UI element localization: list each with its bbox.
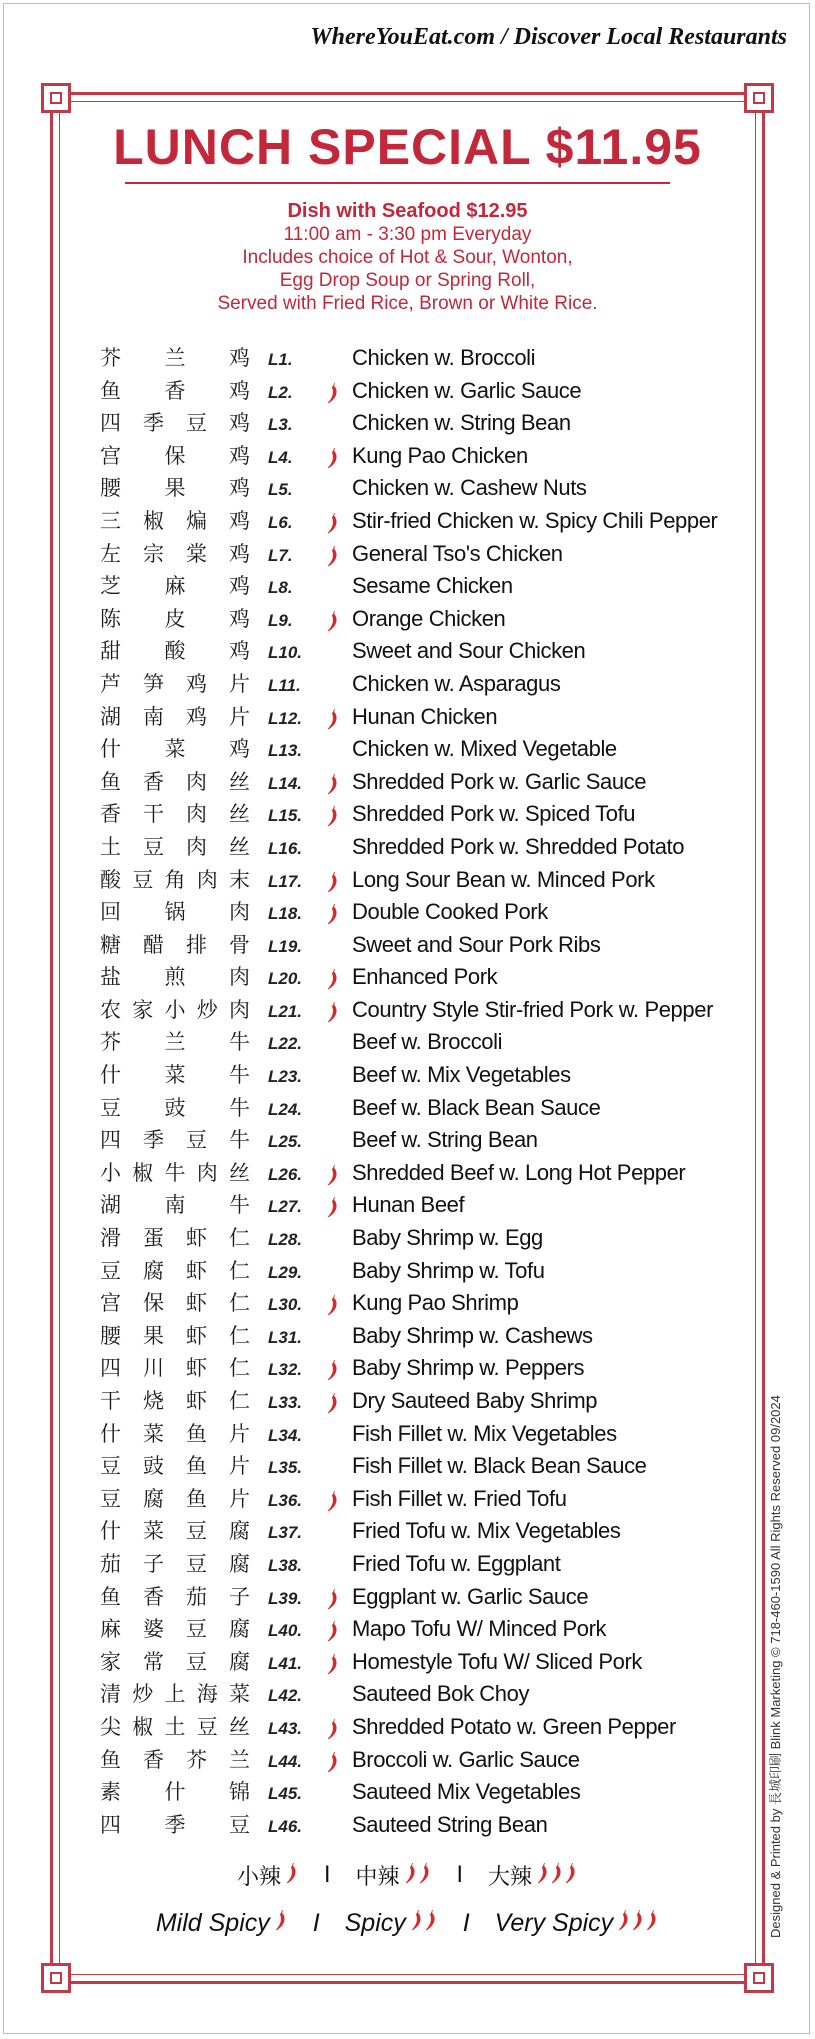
menu-item: [100, 1549, 740, 1582]
pepper-icon: [285, 1862, 299, 1890]
item-code: L1.: [268, 350, 293, 369]
item-english-name: Enhanced Pork: [352, 964, 498, 990]
menu-item: [100, 995, 740, 1028]
item-code: L14.: [268, 773, 303, 793]
item-english-name: Shredded Potato w. Green Pepper: [352, 1713, 676, 1739]
menu-item: [100, 1451, 740, 1484]
item-code: L25.: [268, 1132, 303, 1152]
menu-item: [100, 441, 740, 474]
pepper-icon: [326, 447, 346, 469]
item-english-name: Dry Sauteed Baby Shrimp: [352, 1388, 598, 1413]
item-code: L13.: [268, 741, 303, 761]
item-english-name: Chicken w. Cashew Nuts: [352, 475, 587, 501]
menu-item: [100, 1516, 740, 1549]
menu-item: [100, 832, 740, 865]
menu-item: [100, 604, 740, 637]
item-code: L45.: [268, 1784, 303, 1804]
pepper-icon: [326, 382, 346, 404]
corner-ornament: [744, 83, 774, 113]
pepper-icon: [326, 1620, 346, 1642]
site-header[interactable]: WhereYouEat.com / Discover Local Restaurants: [310, 24, 787, 50]
item-code: L44.: [268, 1751, 303, 1771]
item-code: L7.: [268, 545, 293, 565]
item-english-name: Beef w. Broccoli: [352, 1029, 503, 1055]
menu-item: [100, 1288, 740, 1321]
item-chinese-name: 豆 腐 虾 仁: [100, 1258, 250, 1283]
item-chinese-name: 香 干 肉 丝: [100, 802, 250, 827]
item-code: L37.: [268, 1523, 303, 1543]
item-english-name: Beef w. Black Bean Sauce: [352, 1094, 601, 1120]
item-chinese-name: 回 锅 肉: [100, 900, 250, 925]
menu-item: [100, 1353, 740, 1386]
corner-ornament: [41, 1963, 71, 1993]
item-chinese-name: 三 椒 煸 鸡: [100, 508, 250, 533]
legend-cn-mild: 小辣: [236, 1865, 281, 1890]
title-divider: [125, 182, 670, 184]
item-english-name: Mapo Tofu W/ Minced Pork: [352, 1616, 607, 1642]
menu-item-list: [100, 343, 740, 1842]
legend-en-very: Very Spicy: [494, 1908, 614, 1937]
legend-separator: I: [312, 1908, 320, 1937]
menu-item: [100, 1158, 740, 1191]
pepper-icon: [326, 512, 346, 534]
item-code: L17.: [268, 871, 303, 891]
item-chinese-name: 芦 笋 鸡 片: [100, 671, 250, 696]
item-code: L4.: [268, 447, 293, 467]
menu-item: [100, 1679, 740, 1712]
pepper-icon: [326, 1653, 346, 1675]
menu-item: [100, 1745, 740, 1778]
item-code: L39.: [268, 1588, 303, 1608]
item-english-name: Sesame Chicken: [352, 573, 513, 599]
menu-item: [100, 1223, 740, 1256]
seafood-price: Dish with Seafood $12.95: [287, 200, 528, 222]
pepper-icon: [536, 1862, 578, 1890]
legend-cn-very: 大辣: [488, 1865, 533, 1890]
item-chinese-name: 芥 兰 鸡: [100, 346, 250, 370]
item-code: L10.: [268, 643, 303, 663]
pepper-icon: [410, 1909, 438, 1938]
item-chinese-name: 什 菜 鸡: [100, 737, 250, 762]
menu-item: [100, 1093, 740, 1126]
item-english-name: Chicken w. Mixed Vegetable: [352, 736, 617, 762]
menu-item: [100, 506, 740, 539]
item-english-name: Fried Tofu w. Mix Vegetables: [352, 1518, 621, 1544]
item-chinese-name: 滑 蛋 虾 仁: [100, 1226, 250, 1251]
item-english-name: Shredded Pork w. Spiced Tofu: [352, 801, 636, 827]
item-english-name: Hunan Chicken: [352, 703, 498, 729]
menu-item: [100, 571, 740, 604]
item-english-name: Baby Shrimp w. Peppers: [352, 1355, 585, 1381]
pepper-icon: [326, 545, 346, 567]
pepper-icon: [326, 903, 346, 925]
item-chinese-name: 四 季 豆 牛: [100, 1128, 250, 1153]
hours: 11:00 am - 3:30 pm Everyday: [283, 224, 532, 245]
item-code: L30.: [268, 1295, 303, 1315]
spicy-legend-chinese: [0, 1860, 815, 1891]
item-english-name: Shredded Beef w. Long Hot Pepper: [352, 1159, 686, 1185]
item-chinese-name: 农 家 小 炒 肉: [100, 997, 250, 1022]
item-english-name: Long Sour Bean w. Minced Pork: [352, 866, 655, 892]
item-chinese-name: 盐 煎 肉: [100, 965, 250, 990]
menu-item: [100, 1125, 740, 1158]
item-chinese-name: 腰 果 鸡: [100, 476, 250, 501]
item-chinese-name: 甜 酸 鸡: [100, 639, 250, 664]
pepper-icon: [326, 1751, 346, 1773]
item-code: L16.: [268, 838, 303, 858]
item-chinese-name: 麻 婆 豆 腐: [100, 1617, 250, 1642]
item-chinese-name: 腰 果 虾 仁: [100, 1323, 250, 1348]
pepper-icon: [326, 773, 346, 795]
item-code: L23.: [268, 1067, 303, 1087]
item-chinese-name: 宫 保 鸡: [100, 443, 250, 468]
item-code: L46.: [268, 1816, 303, 1836]
corner-ornament: [41, 83, 71, 113]
item-english-name: Baby Shrimp w. Egg: [352, 1225, 543, 1251]
pepper-icon: [326, 1359, 346, 1381]
menu-item: [100, 376, 740, 409]
item-code: L36.: [268, 1490, 303, 1510]
item-code: L33.: [268, 1393, 303, 1412]
menu-item: [100, 962, 740, 995]
item-english-name: Beef w. Mix Vegetables: [352, 1062, 571, 1088]
item-english-name: Chicken w. Asparagus: [352, 670, 561, 696]
item-chinese-name: 湖 南 鸡 片: [100, 704, 250, 729]
item-english-name: Baby Shrimp w. Cashews: [352, 1322, 593, 1348]
item-code: L32.: [268, 1360, 303, 1380]
pepper-icon: [326, 871, 346, 893]
menu-item: [100, 1256, 740, 1289]
item-code: L19.: [268, 936, 303, 956]
item-code: L12.: [268, 708, 303, 728]
legend-cn-spicy: 中辣: [355, 1865, 400, 1890]
item-english-name: Hunan Beef: [352, 1192, 465, 1218]
printer-credit: Designed & Printed by 長城印刷 Blink Marketing © 718-460-1590 All Rights Reserved 09/2024: [768, 1395, 783, 1938]
item-chinese-name: 豆 豉 鱼 片: [100, 1454, 250, 1479]
item-english-name: Homestyle Tofu W/ Sliced Pork: [352, 1648, 642, 1674]
menu-item: [100, 343, 740, 376]
item-chinese-name: 鱼 香 芥 兰: [100, 1747, 250, 1772]
item-english-name: Fish Fillet w. Black Bean Sauce: [352, 1453, 647, 1479]
menu-item: [100, 636, 740, 669]
item-chinese-name: 湖 南 牛: [100, 1193, 250, 1218]
pepper-icon: [326, 708, 346, 730]
item-code: L8.: [268, 578, 293, 598]
item-chinese-name: 什 菜 豆 腐: [100, 1519, 250, 1544]
includes-line: Served with Fried Rice, Brown or White Rice.: [217, 293, 598, 314]
item-code: L43.: [268, 1718, 303, 1738]
pepper-icon: [326, 1164, 346, 1186]
menu-item: [100, 1647, 740, 1680]
menu-info: [0, 200, 815, 315]
item-chinese-name: 茄 子 豆 腐: [100, 1551, 250, 1576]
menu-item: [100, 1777, 740, 1810]
menu-item: [100, 767, 740, 800]
legend-separator: I: [462, 1908, 470, 1937]
pepper-icon: [326, 1588, 346, 1610]
item-chinese-name: 家 常 豆 腐: [100, 1649, 250, 1674]
item-english-name: Orange Chicken: [352, 605, 506, 631]
menu-item: [100, 1027, 740, 1060]
item-chinese-name: 四 季 豆 鸡: [100, 411, 250, 436]
item-english-name: Broccoli w. Garlic Sauce: [352, 1746, 580, 1772]
item-english-name: General Tso's Chicken: [352, 540, 563, 566]
item-english-name: Baby Shrimp w. Tofu: [352, 1257, 545, 1283]
item-code: L9.: [268, 610, 293, 630]
menu-item: [100, 1810, 740, 1843]
item-english-name: Kung Pao Chicken: [352, 442, 528, 468]
menu-item: [100, 1419, 740, 1452]
corner-ornament: [744, 1963, 774, 1993]
item-code: L20.: [268, 969, 303, 989]
item-chinese-name: 豆 豉 牛: [100, 1095, 250, 1120]
item-code: L38.: [268, 1555, 303, 1575]
pepper-icon: [326, 1294, 346, 1316]
menu-item: [100, 408, 740, 441]
menu-item: [100, 1614, 740, 1647]
menu-item: [100, 1386, 740, 1419]
item-code: L41.: [268, 1653, 303, 1673]
item-code: L22.: [268, 1034, 303, 1054]
item-english-name: Chicken w. Broccoli: [352, 345, 536, 370]
item-code: L27.: [268, 1197, 303, 1217]
item-english-name: Chicken w. String Bean: [352, 410, 571, 436]
pepper-icon: [617, 1909, 659, 1938]
item-chinese-name: 素 什 锦: [100, 1780, 250, 1805]
menu-item: [100, 930, 740, 963]
legend-separator: I: [323, 1863, 331, 1888]
item-chinese-name: 尖 椒 土 豆 丝: [100, 1714, 250, 1739]
item-chinese-name: 清 炒 上 海 菜: [100, 1682, 250, 1707]
item-chinese-name: 左 宗 棠 鸡: [100, 541, 250, 566]
item-english-name: Kung Pao Shrimp: [352, 1290, 519, 1316]
item-code: L2.: [268, 382, 293, 402]
item-english-name: Shredded Pork w. Garlic Sauce: [352, 768, 647, 794]
item-code: L11.: [268, 675, 301, 695]
item-chinese-name: 陈 皮 鸡: [100, 606, 250, 631]
item-code: L15.: [268, 806, 303, 826]
item-english-name: Shredded Pork w. Shredded Potato: [352, 833, 685, 859]
item-code: L5.: [268, 480, 293, 500]
menu-item: [100, 539, 740, 572]
pepper-icon: [326, 1490, 346, 1512]
pepper-icon: [326, 1392, 346, 1414]
item-english-name: Fish Fillet w. Fried Tofu: [352, 1485, 567, 1511]
item-chinese-name: 芝 麻 鸡: [100, 574, 250, 599]
menu-item: [100, 702, 740, 735]
item-chinese-name: 四 季 豆: [100, 1812, 250, 1837]
legend-separator: I: [456, 1863, 463, 1888]
item-english-name: Fish Fillet w. Mix Vegetables: [352, 1420, 617, 1446]
item-code: L35.: [268, 1458, 303, 1478]
includes-line: Egg Drop Soup or Spring Roll,: [279, 270, 536, 291]
pepper-icon: [326, 1001, 346, 1023]
item-english-name: Beef w. String Bean: [352, 1127, 538, 1153]
item-english-name: Chicken w. Garlic Sauce: [352, 377, 582, 403]
includes-line: Includes choice of Hot & Sour, Wonton,: [242, 247, 573, 268]
menu-item: [100, 1712, 740, 1745]
item-chinese-name: 酸 豆 角 肉 末: [100, 867, 250, 892]
item-chinese-name: 鱼 香 肉 丝: [100, 769, 250, 794]
item-english-name: Sauteed String Bean: [352, 1811, 548, 1837]
legend-en-spicy: Spicy: [344, 1908, 406, 1937]
item-chinese-name: 鱼 香 鸡: [100, 378, 250, 403]
spicy-legend-english: [0, 1908, 815, 1938]
menu-item: [100, 1484, 740, 1517]
item-chinese-name: 土 豆 肉 丝: [100, 834, 250, 859]
item-english-name: Eggplant w. Garlic Sauce: [352, 1583, 589, 1609]
pepper-icon: [326, 1196, 346, 1218]
item-english-name: Sweet and Sour Pork Ribs: [352, 931, 601, 957]
item-code: L3.: [268, 415, 293, 435]
menu-title: LUNCH SPECIAL $11.95: [113, 119, 702, 175]
item-code: L28.: [268, 1230, 303, 1250]
menu-item: [100, 1321, 740, 1354]
item-english-name: Stir-fried Chicken w. Spicy Chili Pepper: [352, 507, 718, 533]
item-chinese-name: 四 川 虾 仁: [100, 1356, 250, 1381]
item-code: L29.: [268, 1262, 303, 1282]
menu-item: [100, 1582, 740, 1615]
menu-item: [100, 865, 740, 898]
item-code: L42.: [268, 1686, 303, 1706]
item-code: L34.: [268, 1425, 303, 1445]
pepper-icon: [274, 1909, 288, 1938]
pepper-icon: [326, 968, 346, 990]
item-chinese-name: 干 烧 虾 仁: [100, 1389, 250, 1413]
pepper-icon: [326, 805, 346, 827]
item-code: L40.: [268, 1621, 303, 1641]
item-english-name: Double Cooked Pork: [352, 899, 548, 925]
item-chinese-name: 糖 醋 排 骨: [100, 932, 250, 957]
item-english-name: Fried Tofu w. Eggplant: [352, 1550, 561, 1576]
pepper-icon: [326, 1718, 346, 1740]
item-chinese-name: 鱼 香 茄 子: [100, 1584, 250, 1609]
item-chinese-name: 什 菜 鱼 片: [100, 1421, 250, 1446]
menu-item: [100, 1190, 740, 1223]
item-chinese-name: 宫 保 虾 仁: [100, 1291, 250, 1316]
item-code: L24.: [268, 1099, 303, 1119]
item-english-name: Country Style Stir-fried Pork w. Pepper: [352, 996, 713, 1022]
menu-item: [100, 897, 740, 930]
item-english-name: Sauteed Mix Vegetables: [352, 1779, 581, 1805]
item-code: L6.: [268, 512, 293, 532]
menu-item: [100, 669, 740, 702]
item-code: L18.: [268, 904, 303, 924]
legend-en-mild: Mild Spicy: [155, 1908, 270, 1937]
item-chinese-name: 什 菜 牛: [100, 1063, 250, 1088]
item-chinese-name: 豆 腐 鱼 片: [100, 1486, 250, 1511]
item-chinese-name: 芥 兰 牛: [100, 1030, 250, 1055]
menu-item: [100, 799, 740, 832]
pepper-icon: [326, 610, 346, 632]
item-english-name: Sauteed Bok Choy: [352, 1681, 530, 1707]
pepper-icon: [404, 1862, 432, 1890]
menu-item: [100, 473, 740, 506]
item-code: L31.: [268, 1327, 303, 1347]
item-code: L26.: [268, 1164, 303, 1184]
item-english-name: Sweet and Sour Chicken: [352, 638, 586, 664]
item-code: L21.: [268, 1001, 303, 1021]
menu-item: [100, 1060, 740, 1093]
menu-item: [100, 734, 740, 767]
item-chinese-name: 小 椒 牛 肉 丝: [100, 1160, 250, 1185]
